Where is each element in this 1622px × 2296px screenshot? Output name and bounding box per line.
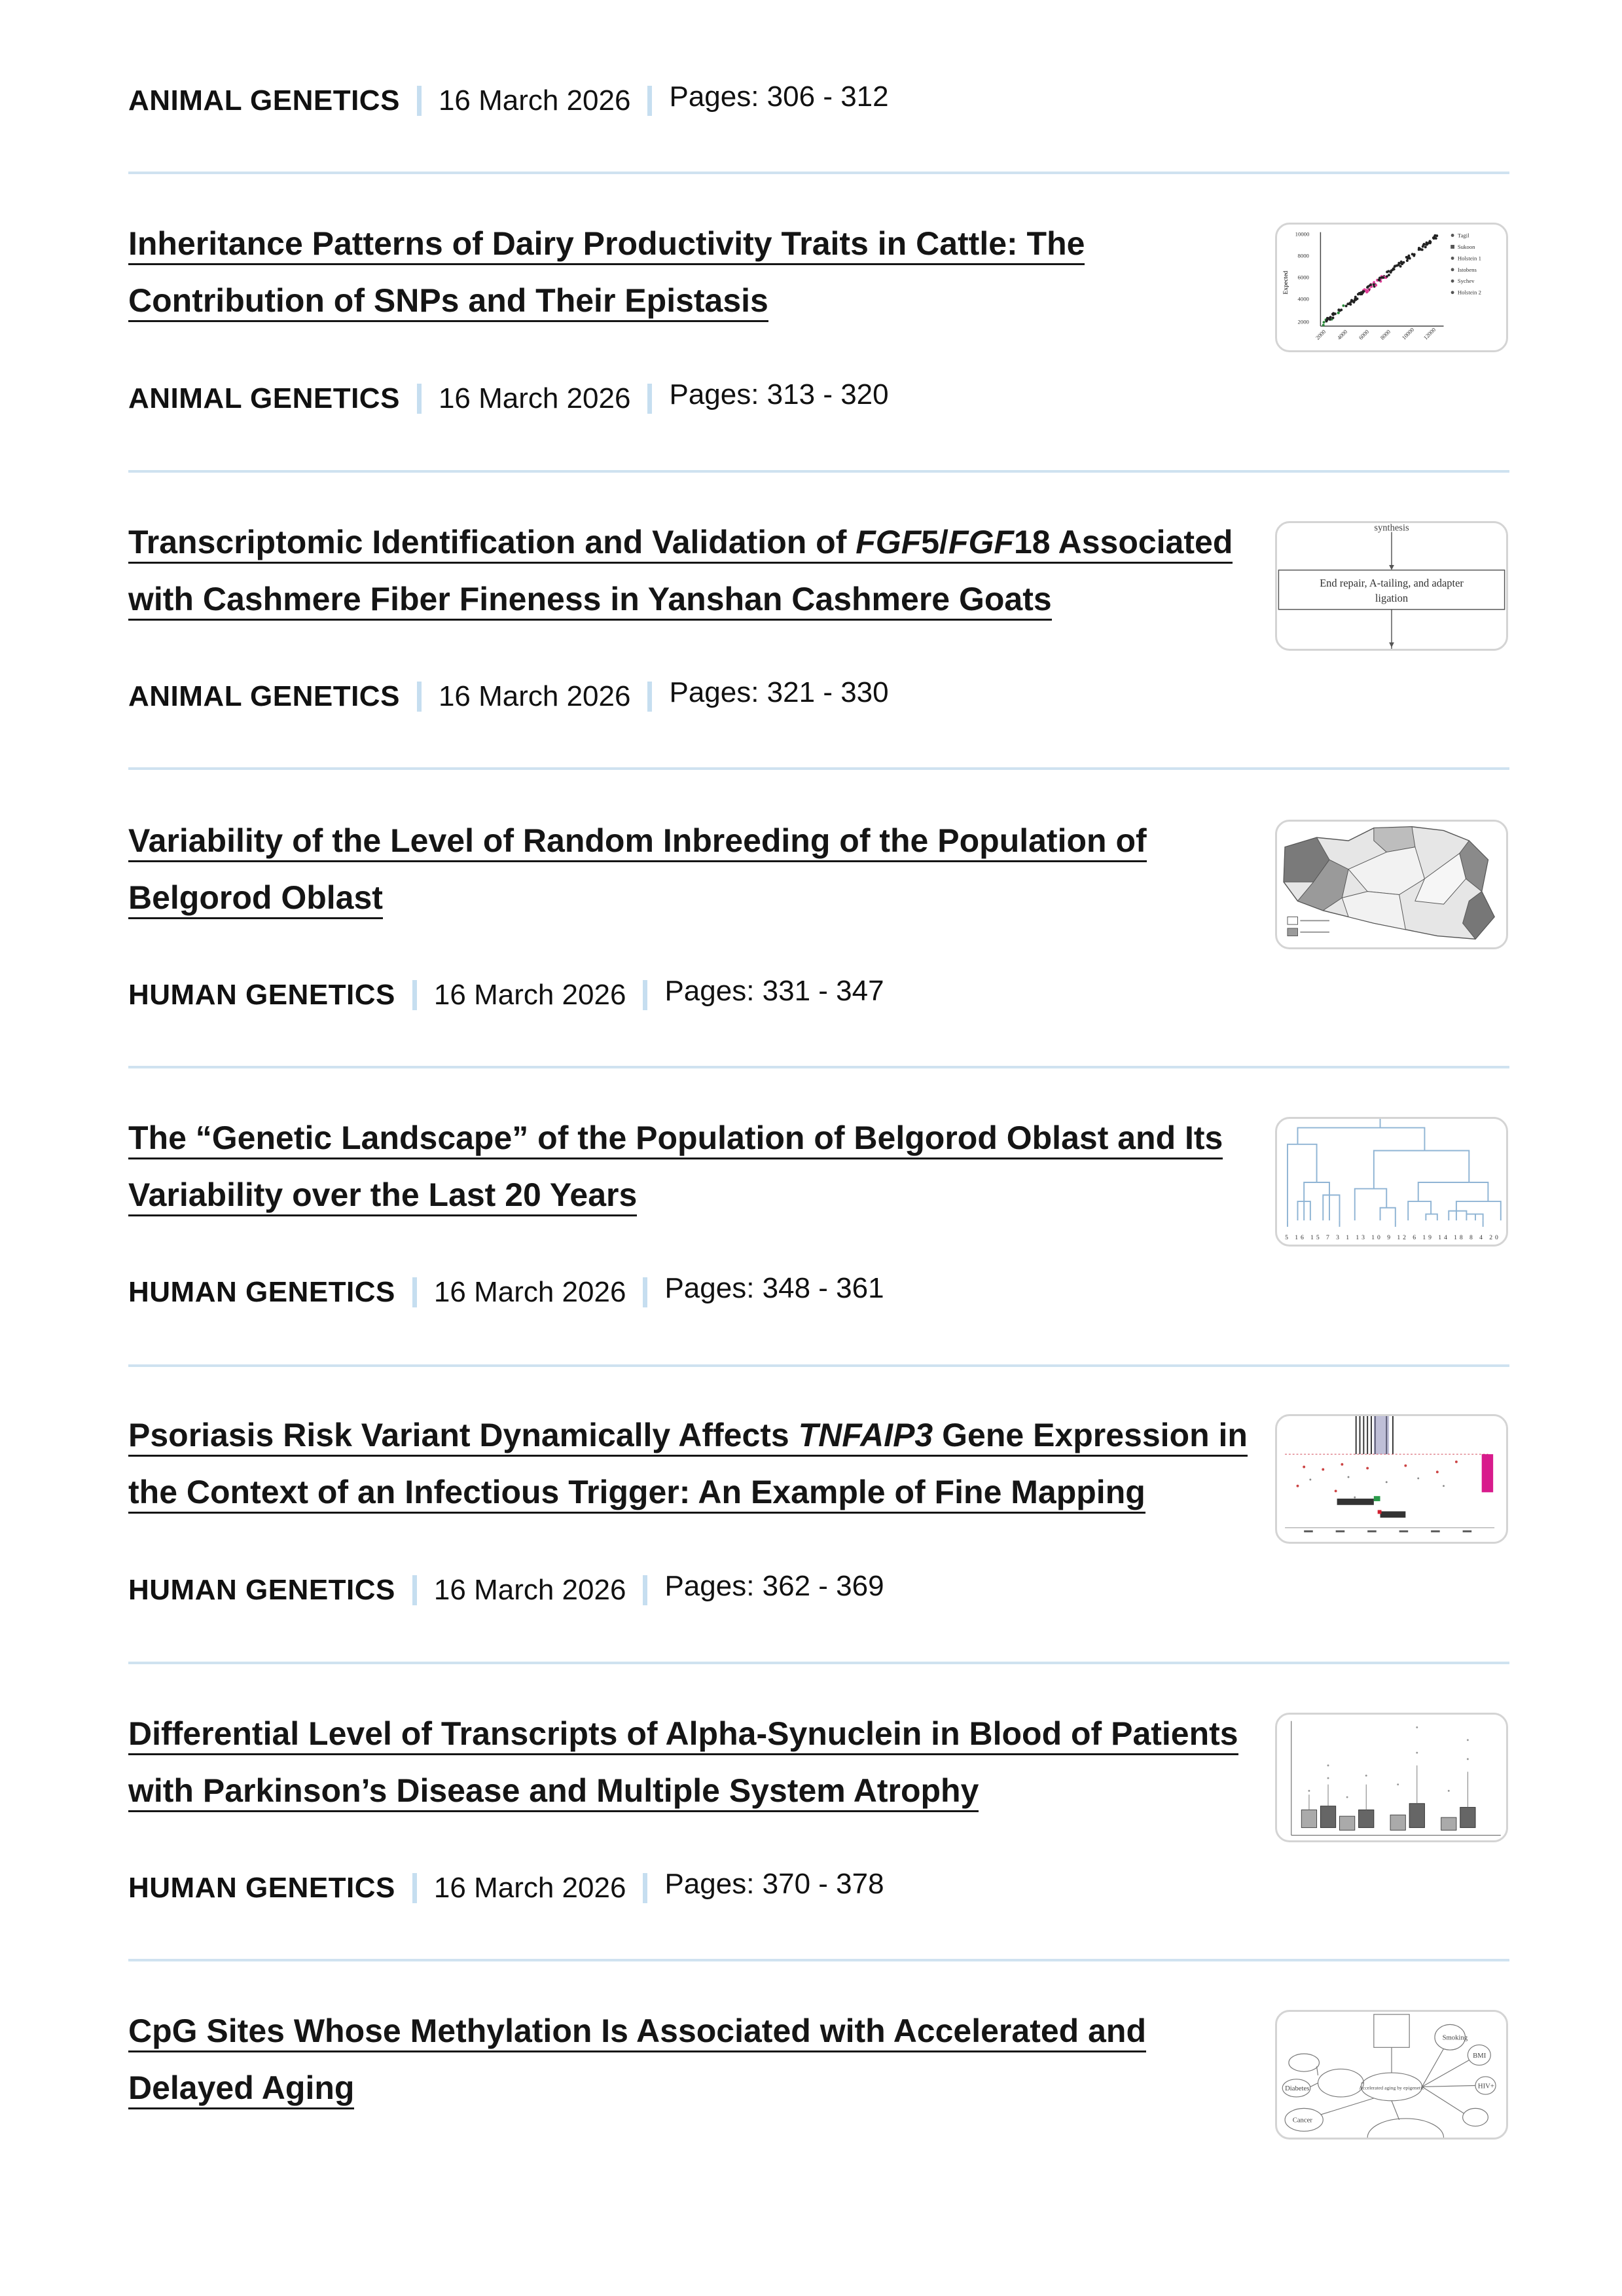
scatter-point bbox=[1390, 271, 1392, 274]
article-thumbnail[interactable] bbox=[1275, 1414, 1508, 1544]
article-title-link[interactable] bbox=[128, 816, 1254, 930]
page-range: Pages: 306 - 312 bbox=[669, 81, 889, 113]
dendrogram-thumbnail bbox=[1277, 1119, 1506, 1245]
meta-separator bbox=[412, 1575, 417, 1605]
meta-separator bbox=[417, 682, 422, 712]
title-text: the Context of an Infectious Trigger: An Example of Fine Mapping bbox=[128, 1474, 1145, 1510]
title-gene-name: FGF bbox=[948, 524, 1014, 560]
title-text: The “Genetic Landscape” of the Population of Belgorod Oblast and Its bbox=[128, 1120, 1223, 1156]
title-text: Belgorod Oblast bbox=[128, 879, 383, 916]
article-title-link[interactable] bbox=[128, 219, 1254, 333]
scatter-point bbox=[1435, 234, 1438, 237]
scatter-point bbox=[1332, 314, 1335, 316]
article-meta bbox=[128, 378, 889, 416]
meta-separator bbox=[643, 1873, 647, 1903]
scatter-point bbox=[1413, 253, 1416, 256]
article-thumbnail[interactable] bbox=[1275, 521, 1508, 651]
scatter-point bbox=[1337, 312, 1340, 314]
article-thumbnail[interactable] bbox=[1275, 1713, 1508, 1842]
node-label: BMI bbox=[1473, 2052, 1487, 2060]
meta-separator bbox=[417, 384, 422, 414]
scatter-point bbox=[1394, 265, 1396, 268]
scatter-point bbox=[1420, 248, 1422, 251]
map-thumbnail bbox=[1277, 822, 1506, 947]
thumb-ylabel: Expected bbox=[1282, 270, 1289, 295]
article-meta bbox=[128, 1570, 884, 1607]
scatter-point bbox=[1363, 290, 1365, 293]
publication-date: 16 March 2026 bbox=[433, 979, 626, 1011]
article-meta bbox=[128, 1272, 884, 1309]
page-range: Pages: 331 - 347 bbox=[664, 975, 884, 1007]
meta-separator bbox=[643, 1575, 647, 1605]
scatter-point bbox=[1356, 297, 1359, 300]
title-text: Differential Level of Transcripts of Alpha-Synuclein in Blood of Patients bbox=[128, 1715, 1238, 1752]
association-plot-thumbnail bbox=[1277, 1416, 1506, 1542]
divider bbox=[128, 1662, 1509, 1664]
tick-label: 2000 bbox=[1297, 318, 1309, 325]
article-meta bbox=[128, 975, 884, 1012]
diagram-text: ligation bbox=[1375, 592, 1409, 605]
publication-date: 16 March 2026 bbox=[438, 680, 631, 712]
meta-separator bbox=[412, 980, 417, 1010]
article-thumbnail[interactable] bbox=[1275, 1117, 1508, 1247]
section-link[interactable]: ANIMAL GENETICS bbox=[128, 84, 400, 117]
legend-entry: Tagil bbox=[1457, 232, 1469, 239]
scatter-point bbox=[1378, 279, 1380, 282]
article-title-link[interactable] bbox=[128, 2006, 1254, 2120]
scatter-point bbox=[1379, 277, 1381, 280]
scatter-point bbox=[1354, 298, 1356, 301]
scatter-point bbox=[1337, 308, 1340, 311]
scatter-point bbox=[1369, 283, 1372, 286]
title-text: Gene Expression in bbox=[933, 1417, 1248, 1453]
scatter-point bbox=[1323, 321, 1325, 323]
article-title-line[interactable] bbox=[128, 878, 383, 919]
scatter-point bbox=[1400, 261, 1403, 263]
article-title-line[interactable] bbox=[128, 2068, 354, 2109]
publication-date: 16 March 2026 bbox=[438, 382, 631, 414]
scatter-point bbox=[1397, 263, 1400, 265]
article-title-line[interactable] bbox=[128, 1472, 1145, 1514]
tick-label: 8000 bbox=[1297, 252, 1309, 259]
scatter-point bbox=[1332, 317, 1335, 319]
article-title-link[interactable] bbox=[128, 1113, 1254, 1227]
divider bbox=[128, 1066, 1509, 1068]
scatter-point bbox=[1322, 324, 1325, 327]
title-text: with Cashmere Fiber Fineness in Yanshan Cashmere Goats bbox=[128, 581, 1052, 617]
scatter-point bbox=[1348, 302, 1351, 305]
tick-label: 6000 bbox=[1297, 274, 1309, 281]
divider bbox=[128, 767, 1509, 770]
title-text: Variability over the Last 20 Years bbox=[128, 1176, 638, 1213]
divider bbox=[128, 1364, 1509, 1367]
publication-date: 16 March 2026 bbox=[433, 1872, 626, 1904]
publication-date: 16 March 2026 bbox=[438, 84, 631, 117]
legend-entry: Istobens bbox=[1457, 266, 1477, 273]
section-link[interactable]: HUMAN GENETICS bbox=[128, 1574, 395, 1606]
article-meta bbox=[128, 676, 889, 714]
divider bbox=[128, 172, 1509, 174]
scatter-point bbox=[1358, 292, 1361, 295]
tick-label: 6000 bbox=[1357, 328, 1371, 341]
article-title-line[interactable] bbox=[128, 1714, 1238, 1755]
node-label: Accelerated aging by epigenetic bbox=[1359, 2085, 1424, 2091]
page-range: Pages: 362 - 369 bbox=[664, 1570, 884, 1602]
page-range: Pages: 321 - 330 bbox=[669, 676, 889, 708]
node-label: Diabetes bbox=[1285, 2085, 1310, 2093]
meta-separator bbox=[412, 1277, 417, 1307]
article-thumbnail[interactable] bbox=[1275, 820, 1508, 949]
legend-entry: Sychev bbox=[1457, 278, 1475, 285]
scatter-point bbox=[1423, 243, 1426, 246]
scatter-point bbox=[1382, 276, 1384, 279]
tick-label: 10000 bbox=[1295, 230, 1310, 238]
tick-label: 8000 bbox=[1379, 328, 1392, 341]
divider bbox=[128, 470, 1509, 473]
title-text: 5/ bbox=[921, 524, 948, 560]
article-meta-top bbox=[128, 81, 889, 118]
node-label: HIV+ bbox=[1477, 2083, 1494, 2090]
scatter-point bbox=[1342, 304, 1344, 307]
scatter-point bbox=[1345, 304, 1348, 307]
tick-label: 12000 bbox=[1422, 326, 1437, 341]
title-text: Inheritance Patterns of Dairy Productivity Traits in Cattle: The bbox=[128, 225, 1085, 262]
meta-separator bbox=[412, 1873, 417, 1903]
meta-separator bbox=[647, 86, 652, 116]
article-meta bbox=[128, 1868, 884, 1905]
title-text: with Parkinson’s Disease and Multiple System Atrophy bbox=[128, 1772, 979, 1809]
section-link[interactable]: HUMAN GENETICS bbox=[128, 979, 395, 1011]
article-title-line[interactable] bbox=[128, 821, 1147, 862]
node-label: Cancer bbox=[1292, 2117, 1312, 2124]
scatter-point bbox=[1435, 237, 1437, 240]
article-title-line[interactable] bbox=[128, 1415, 1248, 1457]
article-thumbnail[interactable] bbox=[1275, 223, 1508, 352]
divider bbox=[128, 1959, 1509, 1961]
article-title-line[interactable] bbox=[128, 224, 1085, 265]
title-gene-name: FGF bbox=[856, 524, 922, 560]
title-text: Variability of the Level of Random Inbreeding of the Population of bbox=[128, 822, 1147, 859]
box-plot-thumbnail bbox=[1277, 1715, 1506, 1840]
section-link[interactable]: HUMAN GENETICS bbox=[128, 1872, 395, 1904]
network-diagram-thumbnail bbox=[1277, 2012, 1506, 2138]
title-text: 18 Associated bbox=[1013, 524, 1233, 560]
page-range: Pages: 370 - 378 bbox=[664, 1868, 884, 1900]
scatter-point bbox=[1350, 299, 1353, 302]
scatter-point bbox=[1429, 240, 1432, 242]
scatter-point bbox=[1366, 286, 1369, 289]
page-range: Pages: 348 - 361 bbox=[664, 1272, 884, 1304]
meta-separator bbox=[643, 980, 647, 1010]
title-text: Psoriasis Risk Variant Dynamically Affects bbox=[128, 1417, 799, 1453]
section-link[interactable]: HUMAN GENETICS bbox=[128, 1276, 395, 1308]
title-gene-name: TNFAIP3 bbox=[798, 1417, 933, 1453]
article-title-link[interactable] bbox=[128, 517, 1254, 631]
section-link[interactable]: ANIMAL GENETICS bbox=[128, 680, 400, 712]
article-thumbnail[interactable] bbox=[1275, 2010, 1508, 2140]
diagram-text: synthesis bbox=[1374, 523, 1409, 534]
legend-entry: Holstein 2 bbox=[1457, 289, 1481, 296]
article-title-line[interactable] bbox=[128, 579, 1052, 621]
publication-date: 16 March 2026 bbox=[433, 1276, 626, 1308]
article-title-line[interactable] bbox=[128, 522, 1233, 564]
tick-label: 10000 bbox=[1400, 326, 1416, 341]
tick-label: 4000 bbox=[1335, 328, 1349, 341]
article-title-line[interactable] bbox=[128, 2011, 1146, 2052]
scatter-point bbox=[1422, 246, 1424, 248]
meta-separator bbox=[417, 86, 422, 116]
scatter-point bbox=[1407, 257, 1409, 260]
scatter-point bbox=[1387, 270, 1390, 272]
meta-separator bbox=[647, 682, 652, 712]
article-title-line[interactable] bbox=[128, 1118, 1223, 1159]
scatter-point bbox=[1393, 268, 1396, 270]
scatter-point bbox=[1361, 293, 1363, 295]
scatter-point bbox=[1325, 320, 1327, 323]
scatter-point bbox=[1402, 261, 1405, 264]
tick-label: 4000 bbox=[1297, 295, 1309, 302]
scatter-points bbox=[1322, 234, 1438, 327]
scatter-point bbox=[1418, 248, 1420, 251]
scatter-point bbox=[1373, 281, 1375, 283]
meta-separator bbox=[647, 384, 652, 414]
article-title-line[interactable] bbox=[128, 281, 768, 322]
node-label: Smoking bbox=[1442, 2034, 1468, 2042]
scatter-point bbox=[1399, 265, 1402, 268]
scatter-point bbox=[1388, 274, 1390, 276]
legend-entry: Sukoon bbox=[1457, 243, 1475, 250]
dendrogram-leaf-labels: 5 16 15 7 3 1 13 10 9 12 6 19 14 18 8 4 20 bbox=[1285, 1234, 1498, 1242]
article-title-line[interactable] bbox=[128, 1771, 979, 1812]
scatter-point bbox=[1406, 259, 1409, 262]
meta-separator bbox=[643, 1277, 647, 1307]
article-title-link[interactable] bbox=[128, 1410, 1254, 1524]
title-text: Delayed Aging bbox=[128, 2069, 355, 2106]
scatter-point bbox=[1365, 291, 1368, 293]
diagram-text: End repair, A-tailing, and adapter bbox=[1320, 576, 1464, 589]
page-range: Pages: 313 - 320 bbox=[669, 378, 889, 410]
scatter-point bbox=[1328, 318, 1331, 320]
scatter-point bbox=[1424, 246, 1427, 248]
scatter-point bbox=[1425, 244, 1428, 246]
tick-label: 2000 bbox=[1314, 328, 1327, 341]
publication-date: 16 March 2026 bbox=[433, 1574, 626, 1606]
article-title-line[interactable] bbox=[128, 1175, 637, 1216]
section-link[interactable]: ANIMAL GENETICS bbox=[128, 382, 400, 414]
workflow-diagram-thumbnail bbox=[1277, 523, 1506, 649]
scatter-plot-thumbnail bbox=[1277, 225, 1506, 350]
title-text: Transcriptomic Identification and Validation of bbox=[128, 524, 856, 560]
scatter-point bbox=[1375, 284, 1377, 287]
legend-entry: Holstein 1 bbox=[1457, 255, 1481, 262]
title-text: CpG Sites Whose Methylation Is Associated with Accelerated and bbox=[128, 2013, 1146, 2049]
title-text: Contribution of SNPs and Their Epistasis bbox=[128, 282, 768, 319]
article-title-link[interactable] bbox=[128, 1709, 1254, 1823]
